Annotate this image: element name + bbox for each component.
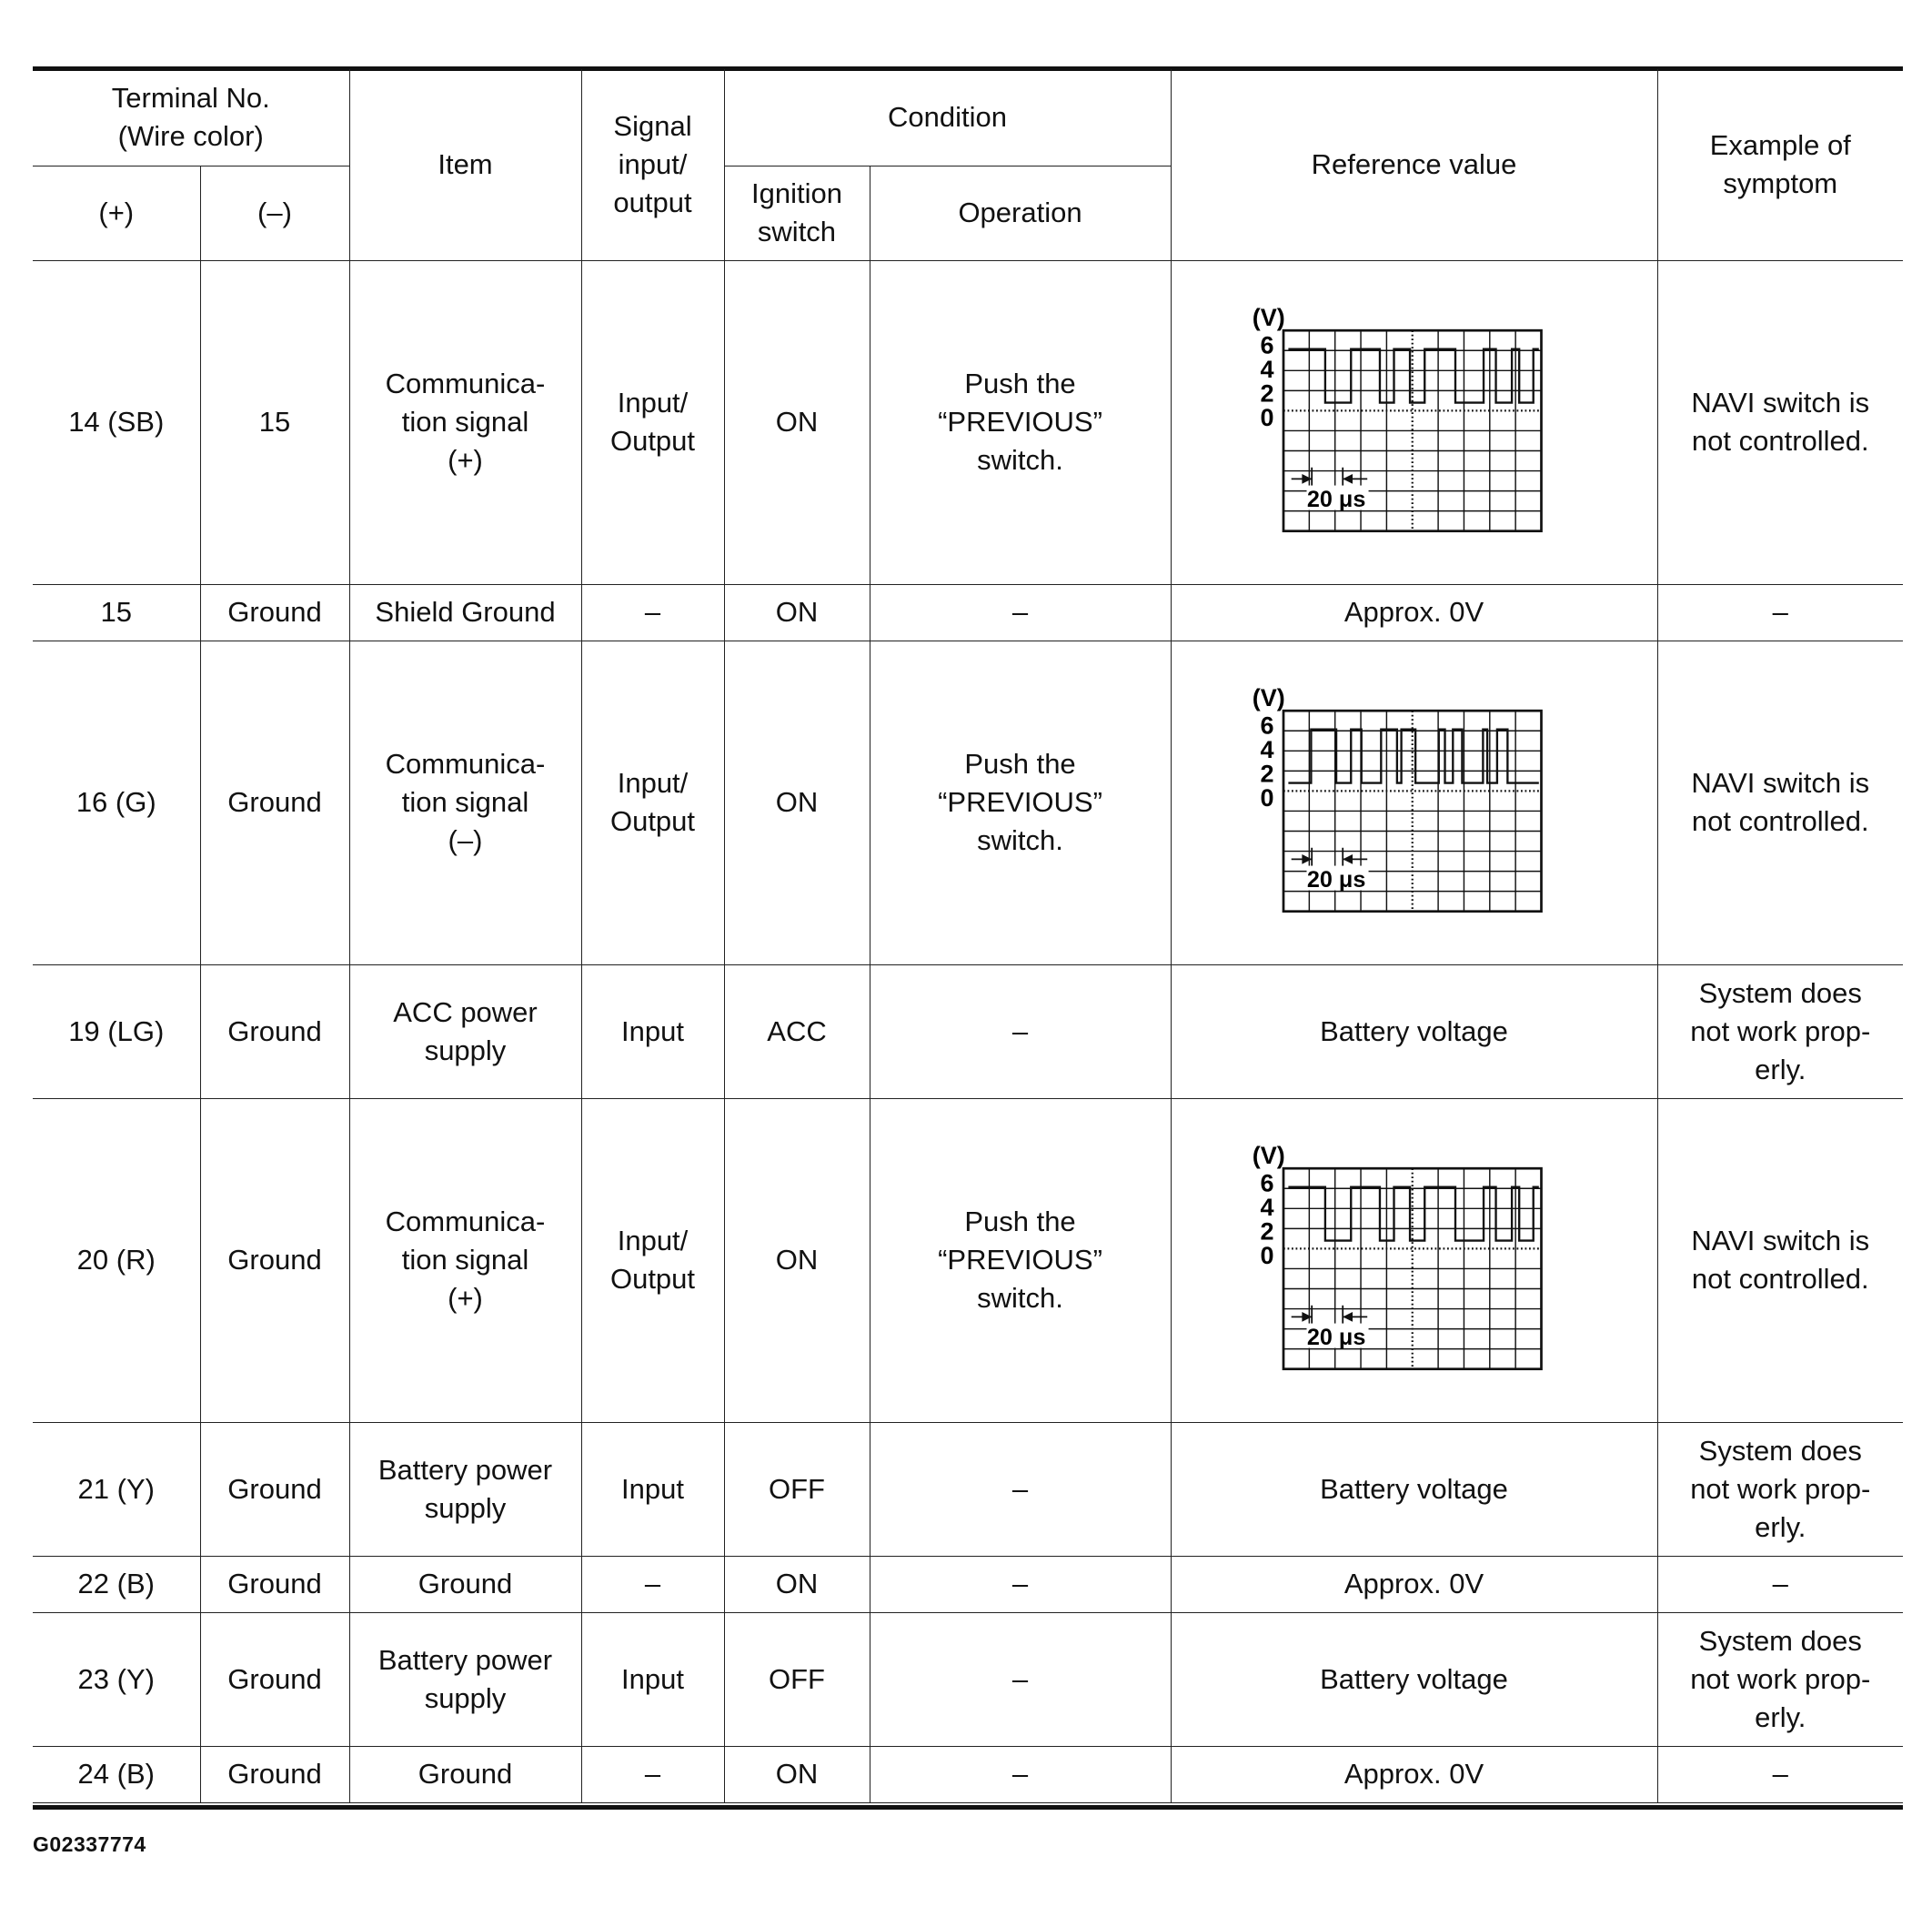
symptom-cell: – bbox=[1657, 584, 1903, 641]
reference-value-cell: Battery voltage bbox=[1171, 1612, 1657, 1746]
scope-y-tick-label: 0 bbox=[1260, 1241, 1274, 1269]
operation-cell: Push the “PREVIOUS” switch. bbox=[870, 641, 1171, 964]
ignition-switch-cell: OFF bbox=[724, 1422, 870, 1556]
scope-y-tick-label: 6 bbox=[1260, 1169, 1274, 1197]
reference-value-cell: Approx. 0V bbox=[1171, 1556, 1657, 1612]
plus-header: (+) bbox=[33, 166, 200, 260]
ignition-switch-cell: OFF bbox=[724, 1612, 870, 1746]
figure-id: G02337774 bbox=[33, 1832, 146, 1856]
operation-cell: Push the “PREVIOUS” switch. bbox=[870, 1098, 1171, 1422]
reference-value-cell: Approx. 0V bbox=[1171, 584, 1657, 641]
ignition-switch-cell: ACC bbox=[724, 964, 870, 1098]
table-row bbox=[33, 1098, 1903, 1422]
terminal-minus-cell: Ground bbox=[200, 1422, 349, 1556]
condition-header: Condition bbox=[724, 69, 1171, 166]
signal-io-cell: Input/ Output bbox=[581, 641, 724, 964]
table-body bbox=[33, 260, 1903, 1802]
operation-cell: – bbox=[870, 1422, 1171, 1556]
signal-io-cell: Input bbox=[581, 964, 724, 1098]
item-cell: Battery power supply bbox=[349, 1422, 581, 1556]
scope-unit-label: (V) bbox=[1252, 683, 1285, 711]
terminal-minus-cell: Ground bbox=[200, 584, 349, 641]
wire-color-label: (Wire color) bbox=[117, 119, 264, 152]
terminal-minus-cell: 15 bbox=[200, 260, 349, 584]
scope-time-label: 20 μs bbox=[1306, 1324, 1365, 1350]
symptom-cell: NAVI switch is not controlled. bbox=[1657, 1098, 1903, 1422]
terminal-no-header bbox=[33, 69, 349, 166]
symptom-cell: System does not work prop- erly. bbox=[1657, 1612, 1903, 1746]
reference-value-cell bbox=[1171, 1098, 1657, 1422]
symptom-cell: NAVI switch is not controlled. bbox=[1657, 641, 1903, 964]
terminal-minus-cell: Ground bbox=[200, 1746, 349, 1802]
terminal-plus-cell: 21 (Y) bbox=[33, 1422, 200, 1556]
operation-cell: – bbox=[870, 1746, 1171, 1802]
oscilloscope-waveform bbox=[1242, 1137, 1587, 1383]
terminal-plus-cell: 14 (SB) bbox=[33, 260, 200, 584]
scope-y-tick-label: 0 bbox=[1260, 783, 1274, 812]
signal-io-header: Signal input/ output bbox=[581, 69, 724, 260]
reference-value-cell: Approx. 0V bbox=[1171, 1746, 1657, 1802]
terminal-plus-cell: 19 (LG) bbox=[33, 964, 200, 1098]
oscilloscope-waveform bbox=[1242, 680, 1587, 925]
item-cell: Communica- tion signal (+) bbox=[349, 1098, 581, 1422]
signal-io-cell: Input bbox=[581, 1612, 724, 1746]
signal-io-cell: – bbox=[581, 584, 724, 641]
table-row bbox=[33, 1556, 1903, 1612]
ignition-switch-cell: ON bbox=[724, 584, 870, 641]
table-bottom-rule bbox=[33, 1805, 1903, 1810]
terminal-plus-cell: 20 (R) bbox=[33, 1098, 200, 1422]
reference-value-cell bbox=[1171, 641, 1657, 964]
reference-value-header: Reference value bbox=[1171, 69, 1657, 260]
scope-y-tick-label: 4 bbox=[1260, 1193, 1274, 1221]
signal-io-cell: Input/ Output bbox=[581, 1098, 724, 1422]
scope-y-tick-label: 0 bbox=[1260, 403, 1274, 431]
symptom-cell: System does not work prop- erly. bbox=[1657, 964, 1903, 1098]
item-cell: ACC power supply bbox=[349, 964, 581, 1098]
table-row bbox=[33, 1422, 1903, 1556]
terminal-plus-cell: 22 (B) bbox=[33, 1556, 200, 1612]
operation-cell: – bbox=[870, 584, 1171, 641]
item-cell: Ground bbox=[349, 1746, 581, 1802]
scope-y-tick-label: 2 bbox=[1260, 379, 1274, 408]
symptom-cell: – bbox=[1657, 1746, 1903, 1802]
ignition-switch-cell: ON bbox=[724, 1746, 870, 1802]
signal-io-cell: Input/ Output bbox=[581, 260, 724, 584]
item-header: Item bbox=[349, 69, 581, 260]
oscilloscope-waveform bbox=[1242, 299, 1587, 545]
terminal-plus-cell: 23 (Y) bbox=[33, 1612, 200, 1746]
ignition-switch-cell: ON bbox=[724, 641, 870, 964]
signal-io-cell: – bbox=[581, 1746, 724, 1802]
reference-value-cell bbox=[1171, 260, 1657, 584]
table-row bbox=[33, 641, 1903, 964]
item-cell: Shield Ground bbox=[349, 584, 581, 641]
item-cell: Ground bbox=[349, 1556, 581, 1612]
ignition-switch-header: Ignition switch bbox=[724, 166, 870, 260]
symptom-cell: – bbox=[1657, 1556, 1903, 1612]
scope-time-label: 20 μs bbox=[1306, 866, 1365, 893]
terminal-minus-cell: Ground bbox=[200, 1612, 349, 1746]
scope-time-label: 20 μs bbox=[1306, 486, 1365, 512]
scope-y-tick-label: 2 bbox=[1260, 760, 1274, 788]
terminal-minus-cell: Ground bbox=[200, 1098, 349, 1422]
terminal-table bbox=[33, 69, 1903, 1803]
terminal-minus-cell: Ground bbox=[200, 641, 349, 964]
ignition-switch-cell: ON bbox=[724, 1556, 870, 1612]
operation-cell: – bbox=[870, 1556, 1171, 1612]
scope-y-tick-label: 4 bbox=[1260, 735, 1274, 763]
minus-header: (–) bbox=[200, 166, 349, 260]
operation-cell: – bbox=[870, 1612, 1171, 1746]
terminal-minus-cell: Ground bbox=[200, 1556, 349, 1612]
table-row bbox=[33, 584, 1903, 641]
table-row bbox=[33, 1746, 1903, 1802]
table-row bbox=[33, 1612, 1903, 1746]
signal-io-cell: Input bbox=[581, 1422, 724, 1556]
operation-cell: – bbox=[870, 964, 1171, 1098]
terminal-minus-cell: Ground bbox=[200, 964, 349, 1098]
symptom-cell: NAVI switch is not controlled. bbox=[1657, 260, 1903, 584]
table-row bbox=[33, 260, 1903, 584]
item-cell: Communica- tion signal (+) bbox=[349, 260, 581, 584]
reference-value-cell: Battery voltage bbox=[1171, 964, 1657, 1098]
scope-y-tick-label: 2 bbox=[1260, 1217, 1274, 1246]
scope-y-tick-label: 6 bbox=[1260, 711, 1274, 740]
reference-value-cell: Battery voltage bbox=[1171, 1422, 1657, 1556]
table-row bbox=[33, 964, 1903, 1098]
ignition-switch-cell: ON bbox=[724, 1098, 870, 1422]
terminal-no-label: Terminal No. bbox=[111, 81, 270, 114]
scope-y-tick-label: 6 bbox=[1260, 331, 1274, 359]
scope-y-tick-label: 4 bbox=[1260, 355, 1274, 383]
item-cell: Battery power supply bbox=[349, 1612, 581, 1746]
example-symptom-header: Example of symptom bbox=[1657, 69, 1903, 260]
symptom-cell: System does not work prop- erly. bbox=[1657, 1422, 1903, 1556]
terminal-plus-cell: 24 (B) bbox=[33, 1746, 200, 1802]
operation-header: Operation bbox=[870, 166, 1171, 260]
signal-io-cell: – bbox=[581, 1556, 724, 1612]
operation-cell: Push the “PREVIOUS” switch. bbox=[870, 260, 1171, 584]
scope-unit-label: (V) bbox=[1252, 1141, 1285, 1169]
scope-unit-label: (V) bbox=[1252, 303, 1285, 331]
terminal-plus-cell: 15 bbox=[33, 584, 200, 641]
terminal-plus-cell: 16 (G) bbox=[33, 641, 200, 964]
item-cell: Communica- tion signal (–) bbox=[349, 641, 581, 964]
ignition-switch-cell: ON bbox=[724, 260, 870, 584]
